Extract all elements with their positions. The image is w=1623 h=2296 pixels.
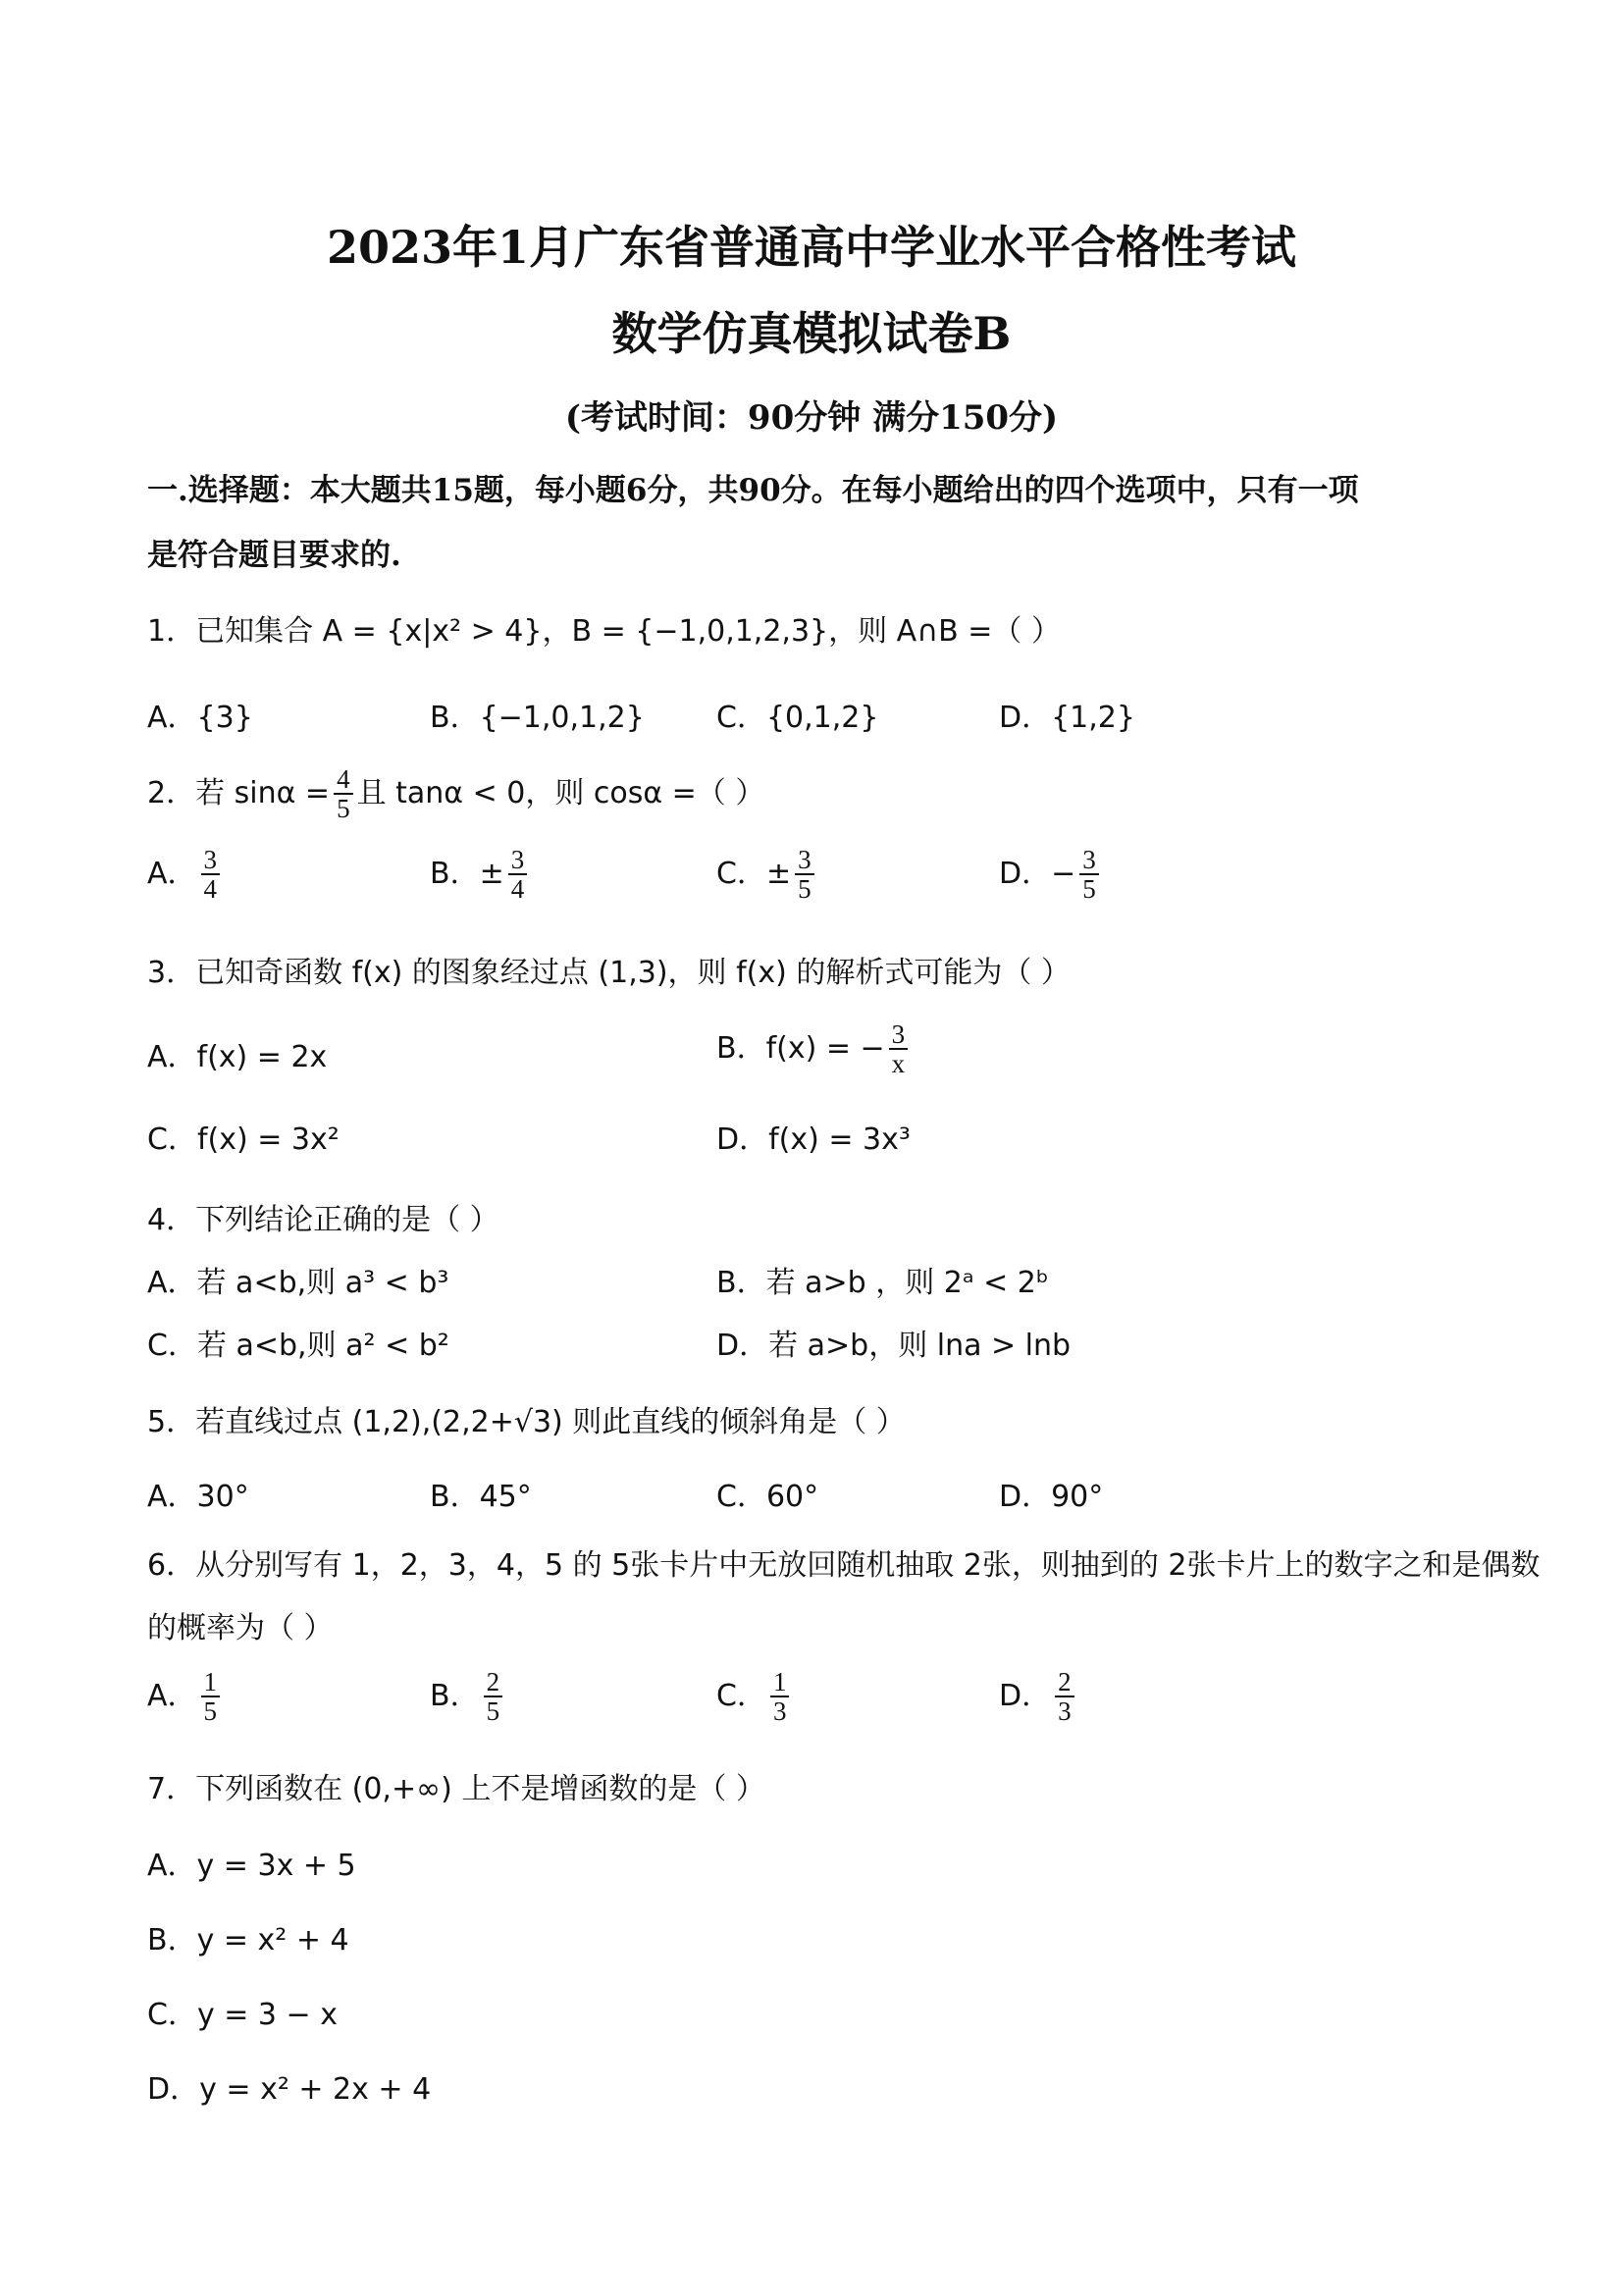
option-text: B．f(x) = −: [716, 1030, 885, 1066]
question-6-option-b: [430, 1668, 506, 1726]
question-5-option-c: C．60°: [716, 1480, 819, 1514]
question-2-stem-end: 且 tanα < 0，则 cosα =（ ）: [356, 775, 765, 810]
question-5-option-d: D．90°: [999, 1480, 1104, 1514]
question-2-stem-start: 2．若 sinα =: [147, 775, 331, 810]
question-7-stem: 7．下列函数在 (0,+∞) 上不是增函数的是（ ）: [147, 1772, 765, 1806]
fraction-denominator: 5: [203, 1696, 218, 1727]
section-heading-line1: 一.选择题：本大题共15题，每小题6分，共90分。在每小题给出的四个选项中，只有一项: [147, 473, 1359, 508]
question-6-stem-line1: 6．从分别写有 1，2，3，4，5 的 5张卡片中无放回随机抽取 2张，则抽到的 2张卡片上的数字之和是偶数: [147, 1548, 1541, 1583]
question-4-option-b: B．若 a>b ，则 2ᵃ < 2ᵇ: [716, 1266, 1049, 1300]
option-prefix: ±: [765, 856, 792, 891]
question-2-option-c: [716, 846, 818, 904]
fraction-denominator: 3: [1058, 1696, 1072, 1727]
question-1-option-b: B．{−1,0,1,2}: [430, 701, 645, 735]
question-3-option-b: [716, 1020, 912, 1078]
question-2-option-a: [147, 846, 224, 904]
question-6-option-a: [147, 1668, 224, 1726]
question-7-option-b: B．y = x² + 4: [147, 1923, 349, 1957]
option-label: D．: [999, 856, 1052, 891]
question-6-option-d: [999, 1668, 1078, 1726]
question-3-stem: 3．已知奇函数 f(x) 的图象经过点 (1,3)，则 f(x) 的解析式可能为（ ）: [147, 956, 1071, 990]
exam-info: (考试时间：90分钟 满分150分): [564, 398, 1059, 438]
question-1-option-d: D．{1,2}: [999, 701, 1135, 735]
fraction-numerator: 3: [1079, 846, 1099, 875]
question-5-stem: 5．若直线过点 (1,2),(2,2+√3) 则此直线的倾斜角是（ ）: [147, 1405, 906, 1439]
question-3-option-a: A．f(x) = 2x: [147, 1040, 328, 1074]
question-2-stem: [147, 765, 764, 823]
option-label: B．: [430, 856, 480, 891]
exam-subtitle: 数学仿真模拟试卷B: [611, 307, 1012, 360]
option-fraction: [201, 1668, 221, 1726]
question-5-option-a: A．30°: [147, 1480, 249, 1514]
fraction-denominator: 4: [203, 874, 218, 905]
fraction-numerator: 3: [795, 846, 814, 875]
fraction-denominator: 4: [510, 874, 525, 905]
question-2-fraction: [334, 765, 353, 823]
section-heading-line2: 是符合题目要求的.: [147, 538, 401, 573]
fraction-denominator: 5: [798, 874, 812, 905]
question-1-stem: 1．已知集合 A = {x|x² > 4}，B = {−1,0,1,2,3}，则 A∩B =（ ）: [147, 614, 1061, 649]
fraction-numerator: 1: [770, 1668, 790, 1697]
fraction-numerator: 4: [334, 765, 353, 795]
fraction-numerator: 3: [508, 846, 528, 875]
question-4-option-a: A．若 a<b,则 a³ < b³: [147, 1266, 449, 1300]
question-2-option-d: [999, 846, 1103, 904]
question-7-option-c: C．y = 3 − x: [147, 1998, 338, 2032]
question-2-option-b: [430, 846, 531, 904]
option-fraction: [508, 846, 528, 904]
fraction-denominator: 3: [772, 1696, 787, 1727]
question-6-option-c: [716, 1668, 793, 1726]
option-fraction: [795, 846, 814, 904]
fraction-numerator: 3: [201, 846, 221, 875]
fraction-numerator: 2: [1055, 1668, 1074, 1697]
fraction-denominator: x: [891, 1049, 906, 1079]
fraction-denominator: 5: [337, 794, 350, 824]
option-label: B．: [430, 1678, 480, 1713]
option-prefix: ±: [479, 856, 504, 891]
option-fraction: [889, 1020, 909, 1078]
question-4-option-c: C．若 a<b,则 a² < b²: [147, 1329, 449, 1363]
fraction-denominator: 5: [486, 1696, 500, 1727]
fraction-numerator: 2: [484, 1668, 503, 1697]
question-1-option-a: A．{3}: [147, 701, 253, 735]
question-4-option-d: D．若 a>b，则 lna > lnb: [716, 1329, 1072, 1363]
option-label: D．: [999, 1678, 1052, 1713]
question-7-option-a: A．y = 3x + 5: [147, 1849, 356, 1883]
fraction-numerator: 3: [889, 1020, 909, 1050]
option-label: A．: [147, 1678, 197, 1713]
option-fraction: [484, 1668, 503, 1726]
question-3-option-c: C．f(x) = 3x²: [147, 1122, 340, 1157]
question-4-stem: 4．下列结论正确的是（ ）: [147, 1203, 499, 1237]
fraction-denominator: 5: [1082, 874, 1096, 905]
question-6-stem-line2: 的概率为（ ）: [147, 1611, 334, 1645]
option-fraction: [1079, 846, 1099, 904]
question-5-option-b: B．45°: [430, 1480, 532, 1514]
fraction-numerator: 1: [201, 1668, 221, 1697]
option-fraction: [770, 1668, 790, 1726]
question-1-option-c: C．{0,1,2}: [716, 701, 879, 735]
option-fraction: [201, 846, 221, 904]
question-7-option-d: D．y = x² + 2x + 4: [147, 2072, 432, 2107]
option-fraction: [1055, 1668, 1074, 1726]
option-label: C．: [716, 856, 766, 891]
option-prefix: −: [1051, 856, 1076, 891]
option-label: A．: [147, 856, 197, 891]
exam-title: 2023年1月广东省普通高中学业水平合格性考试: [326, 221, 1297, 274]
question-3-option-d: D．f(x) = 3x³: [716, 1122, 911, 1157]
option-label: C．: [716, 1678, 766, 1713]
